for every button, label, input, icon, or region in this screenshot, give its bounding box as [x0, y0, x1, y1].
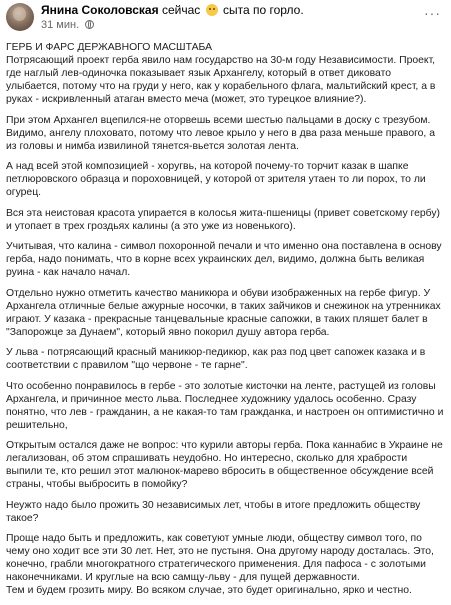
post-body: [6, 41, 446, 605]
post-paragraph: У льва - потрясающий красный маникюр-педикюр, как раз под цвет сапожек казака и в соответствии с правилом "що червоне - те гарне".: [6, 347, 426, 371]
post-paragraph: Учитывая, что калина - символ похоронной печали и что именно она поставлена в основу герба, надо понимать, что в корне всех украинских дел, видимо, должна быть великая руина - как начало начал.: [6, 241, 442, 278]
post-paragraph: Открытым остался даже не вопрос: что курили авторы герба. Пока каннабис в Украине не легализован, об этом спрашивать неудобно. Но интересно, сколько для храбрости выпили те, кто решил этот малюнок-марево вбросить в общественное обсуждение всей страны, чтобы выбросить в помойку?: [6, 440, 443, 490]
post-status: сейчас: [161, 3, 201, 17]
author-line: [41, 3, 304, 17]
post-meta: [41, 19, 94, 31]
post-paragraph: Отдельно нужно отметить качество маникюра и обуви изображенных на гербе фигур. У Архангела отличные белые ажурные носочки, в таких зайчиков и снежинок на утренниках играют. У казака - прекрасные танцевальные красные сапожки, в таких пляшет балет в "Запорожце за Дунаем", который явно покорил душу автора герба.: [6, 287, 441, 338]
post-title-paragraph: ГЕРБ И ФАРС ДЕРЖАВНОГО МАСШТАБА Потрясающий проект герба явило нам государство на 30-м году Независимости. Проект, где наглый лев-одиночка показывает язык Архангелу, который в ответ диковато улыбается, потому что на груди у него, как у корабельного флага, мальтийский крест, а в руках - искривленный атаган вместо меча (может, это турецкое влияние?).: [6, 42, 436, 105]
post-paragraph: Проще надо быть и предложить, как советуют умные люди, обществу символ того, по чему оно ходит все эти 30 лет. Нет, это не пустыня. Она другому народу досталась. Это, конечно, грабли многократного стратегического применения. Для пафоса - с золотыми наконечниками. И круглые на всю самщу-львy - для пущей державности.: [6, 533, 434, 583]
post-paragraph: Неужто надо было прожить 30 независимых лет, чтобы в итоге предложить обществу такое?: [6, 499, 421, 524]
post-paragraph: Что особенно понравилось в гербе - это золотые кисточки на ленте, растущей из головы Архангела, и причинное место льва. Последнее художнику удалось особенно. Сразу понятно, что лев - гражданин, а не какая-то там гражданка, и настроен он оптимистично и решительно,: [6, 380, 444, 431]
author-name[interactable]: Янина Соколовская: [41, 3, 159, 17]
more-options-icon[interactable]: ···: [424, 5, 441, 21]
post-timestamp[interactable]: 31 мин.: [41, 19, 80, 31]
author-avatar[interactable]: [6, 3, 34, 31]
sick-face-emoji-icon: [206, 4, 218, 16]
post-paragraph: Тем и будем грозить миру. Во всяком случае, это будет оригинально, ярко и честно.: [6, 585, 412, 596]
post-paragraph: При этом Архангел вцепился-не оторвешь всеми шестью пальцами в доску с трезубом. Видимо, ангелу плоховато, потому что левое крыло у него в два раза меньше правого, а из головы и нимба извилиной тянется-вьется золотая лента.: [6, 114, 435, 152]
feeling-text: сыта по горло.: [222, 3, 304, 17]
post-header: [0, 0, 451, 38]
post-paragraph: А над всей этой композицией - хоругвь, на которой почему-то торчит казак в шапке петлюровского образца и пороховницей, у которой от зрителя утаен то ли порох, то ли огурец.: [6, 161, 426, 198]
post-paragraph: Вся эта неистовая красота упирается в колосья жита-пшеницы (привет советскому гербу) и утопает в трех гроздьях калины (а это уже из новенького).: [6, 207, 441, 232]
globe-icon[interactable]: [85, 20, 94, 29]
